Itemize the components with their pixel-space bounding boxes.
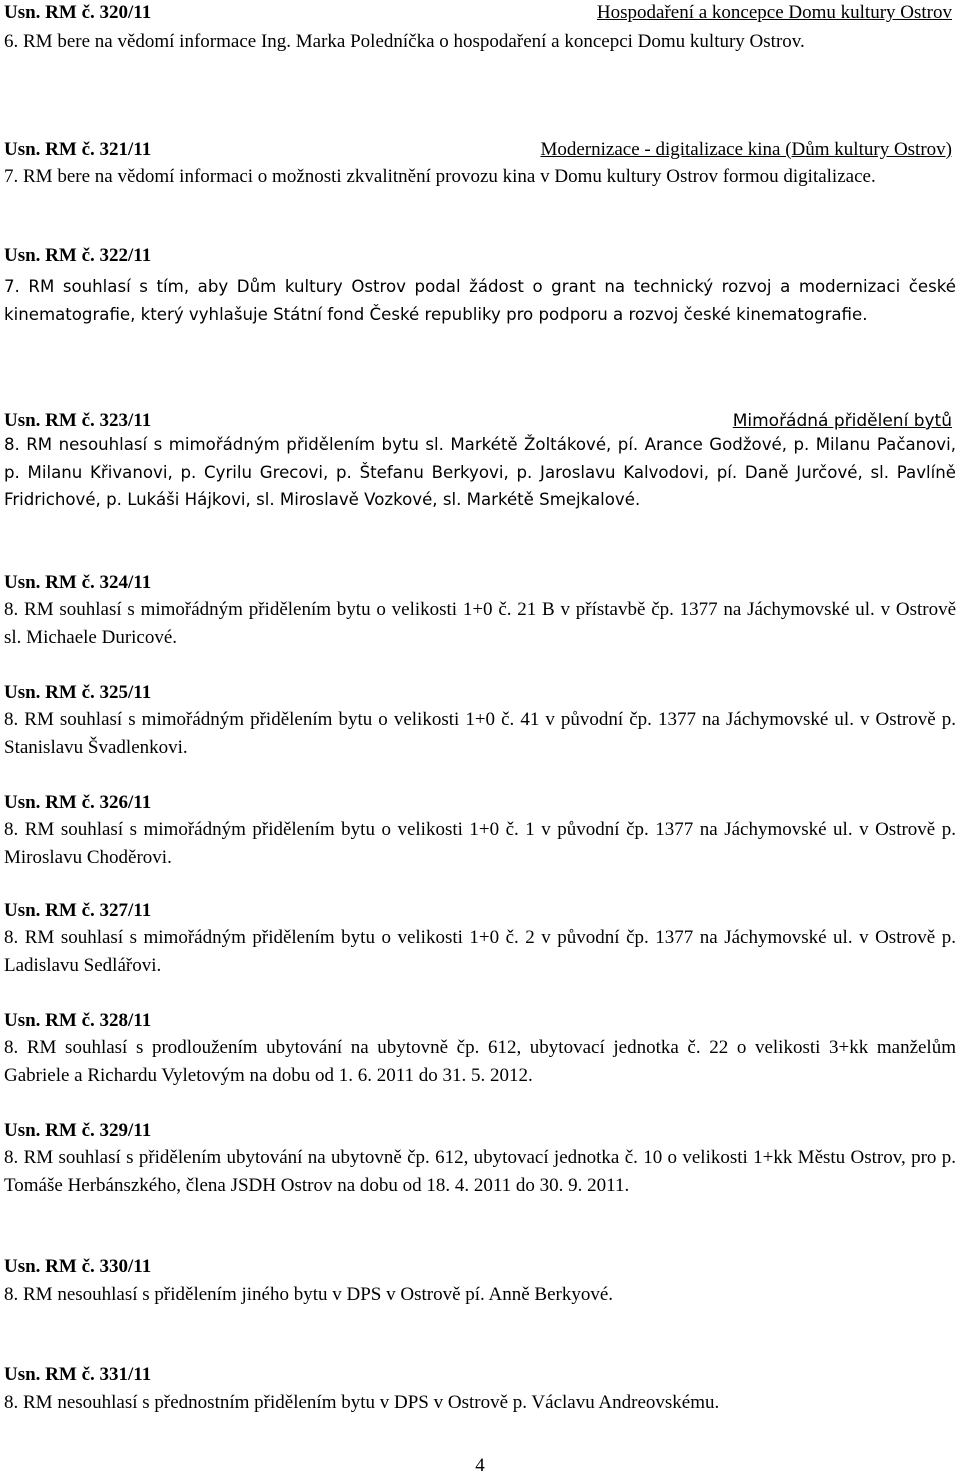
resolution-header xyxy=(4,570,956,596)
resolution-number: Usn. RM č. 320/11 xyxy=(4,2,152,23)
resolution-number: Usn. RM č. 324/11 xyxy=(4,572,152,593)
resolution-number: Usn. RM č. 326/11 xyxy=(4,792,152,813)
resolution-text: 8. RM souhlasí s mimořádným přidělením bytu o velikosti 1+0 č. 21 B v přístavbě čp. 1377 na Jáchymovské ul. v Ostrově sl. Michaele Duricové. xyxy=(4,599,956,648)
resolution-topic: Mimořádná přidělení bytů xyxy=(732,411,952,431)
resolution-header xyxy=(4,137,956,163)
page-number: 4 xyxy=(475,1455,485,1476)
resolution-topic: Hospodaření a koncepce Domu kultury Ostrov xyxy=(596,2,952,23)
resolution-header xyxy=(4,898,956,924)
resolution-text: 8. RM souhlasí s mimořádným přidělením bytu o velikosti 1+0 č. 1 v původní čp. 1377 na Jáchymovské ul. v Ostrově p. Miroslavu Choděrovi. xyxy=(4,819,956,868)
resolution-text: 8. RM nesouhlasí s mimořádným přidělením bytu sl. Markétě Žoltákové, pí. Arance Godžové, p. Milanu Pačanovi, p. Milanu Křivanovi, p. Cyrilu Grecovi, p. Štefanu Berkyovi, p. Jaroslavu Kalvodovi, pí. Daně Jurčové, sl. Pavlíně Fridrichové, p. Lukáši Hájkovi, sl. Miroslavě Vozkové, sl. Markétě Smejkalové. xyxy=(4,435,956,509)
resolution-header xyxy=(4,1118,956,1144)
resolution-number: Usn. RM č. 327/11 xyxy=(4,900,152,921)
resolution-number: Usn. RM č. 321/11 xyxy=(4,139,152,160)
resolution-header xyxy=(4,1362,956,1388)
resolution-text: 7. RM souhlasí s tím, aby Dům kultury Ostrov podal žádost o grant na technický rozvoj a modernizaci české kinematografie, který vyhlašuje Státní fond České republiky pro podporu a rozvoj české kinematografie. xyxy=(4,277,956,324)
resolution-number: Usn. RM č. 325/11 xyxy=(4,682,152,703)
resolution-number: Usn. RM č. 330/11 xyxy=(4,1256,152,1277)
resolution-text: 8. RM souhlasí s prodloužením ubytování na ubytovně čp. 612, ubytovací jednotka č. 22 o velikosti 3+kk manželům Gabriele a Richardu Vyletovým na dobu od 1. 6. 2011 do 31. 5. 2012. xyxy=(4,1037,956,1086)
resolution-text: 8. RM nesouhlasí s přidělením jiného bytu v DPS v Ostrově pí. Anně Berkyové. xyxy=(4,1284,614,1305)
resolution-text: 8. RM souhlasí s mimořádným přidělením bytu o velikosti 1+0 č. 2 v původní čp. 1377 na Jáchymovské ul. v Ostrově p. Ladislavu Sedlářovi. xyxy=(4,927,956,976)
resolution-number: Usn. RM č. 323/11 xyxy=(4,410,152,431)
resolution-header xyxy=(4,680,956,706)
resolution-topic: Modernizace - digitalizace kina (Dům kultury Ostrov) xyxy=(540,139,952,160)
resolution-text: 8. RM nesouhlasí s přednostním přidělením bytu v DPS v Ostrově p. Václavu Andreovskému. xyxy=(4,1392,720,1413)
resolution-header xyxy=(4,1008,956,1034)
resolution-text: 8. RM souhlasí s přidělením ubytování na ubytovně čp. 612, ubytovací jednotka č. 10 o velikosti 1+kk Městu Ostrov, pro p. Tomáše Herbánszkého, člena JSDH Ostrov na dobu od 18. 4. 2011 do 30. 9. 2011. xyxy=(4,1147,956,1196)
resolution-number: Usn. RM č. 331/11 xyxy=(4,1364,152,1385)
resolution-header xyxy=(4,790,956,816)
resolution-number: Usn. RM č. 329/11 xyxy=(4,1120,152,1141)
resolution-text: 8. RM souhlasí s mimořádným přidělením bytu o velikosti 1+0 č. 41 v původní čp. 1377 na Jáchymovské ul. v Ostrově p. Stanislavu Švadlenkovi. xyxy=(4,709,956,758)
resolution-number: Usn. RM č. 328/11 xyxy=(4,1010,152,1031)
resolution-header xyxy=(4,0,956,26)
resolution-header xyxy=(4,243,956,269)
resolution-text: 7. RM bere na vědomí informaci o možnosti zkvalitnění provozu kina v Domu kultury Ostrov formou digitalizace. xyxy=(4,166,876,187)
resolution-text: 6. RM bere na vědomí informace Ing. Marka Poledníčka o hospodaření a koncepci Domu kultury Ostrov. xyxy=(4,31,805,52)
resolution-header xyxy=(4,1254,956,1280)
resolution-number: Usn. RM č. 322/11 xyxy=(4,245,152,266)
